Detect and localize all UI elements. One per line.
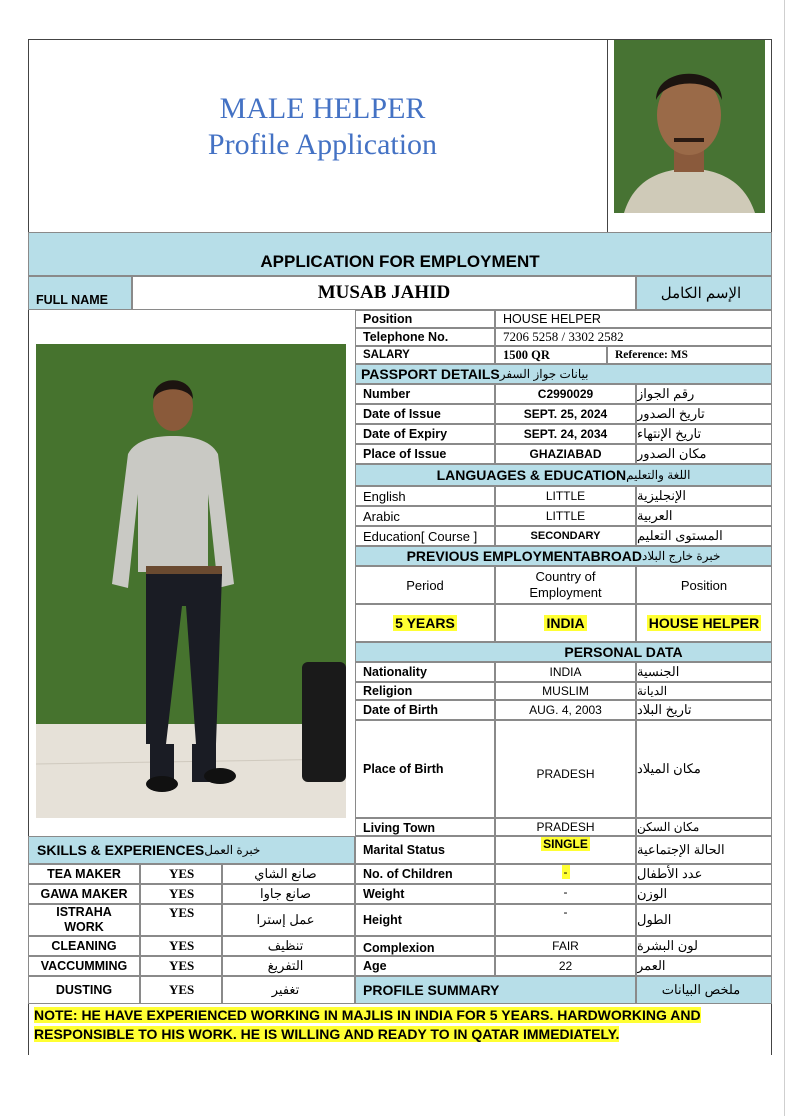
education-label: Education[ Course ] <box>355 526 495 546</box>
previous-employment-title-ar: خبرة خارج البلاد <box>642 549 721 563</box>
pob-label-ar: مكان الميلاد <box>636 720 772 818</box>
skill-name: TEA MAKER <box>28 864 140 884</box>
application-title: APPLICATION FOR EMPLOYMENT <box>260 252 540 271</box>
skills-title-ar: خبرة العمل <box>204 843 261 857</box>
english-value: LITTLE <box>495 486 636 506</box>
height-label: Height <box>355 904 495 936</box>
employment-period: 5 YEARS <box>395 615 455 631</box>
date-of-expiry-label: Date of Expiry <box>355 424 495 444</box>
place-of-issue-value: GHAZIABAD <box>495 444 636 464</box>
children-value: - <box>563 865 568 879</box>
arabic-label-ar: العربية <box>636 506 772 526</box>
summary-note-box <box>34 1006 768 1044</box>
skills-title: SKILLS & EXPERIENCES <box>37 842 205 858</box>
marital-status-cell <box>495 836 636 864</box>
age-value: 22 <box>495 956 636 976</box>
pob-label: Place of Birth <box>355 720 495 818</box>
profile-summary-label-ar: ملخص البيانات <box>636 976 772 1004</box>
arabic-label: Arabic <box>355 506 495 526</box>
children-cell <box>495 864 636 884</box>
date-of-issue-value: SEPT. 25, 2024 <box>495 404 636 424</box>
place-of-issue-label: Place of Issue <box>355 444 495 464</box>
skills-section-header <box>28 836 355 864</box>
full-body-photo <box>36 344 346 818</box>
passport-title-ar: بيانات جواز السفر <box>499 367 589 381</box>
title-male-helper: MALE HELPER <box>219 92 426 125</box>
age-label-ar: العمر <box>636 956 772 976</box>
dob-label-ar: تاريخ البلاد <box>636 700 772 720</box>
weight-label: Weight <box>355 884 495 904</box>
passport-number-label-ar: رقم الجواز <box>636 384 772 404</box>
date-of-expiry-value: SEPT. 24, 2034 <box>495 424 636 444</box>
right-edge-line <box>784 0 785 1116</box>
skill-value: YES <box>140 884 222 904</box>
living-town-label: Living Town <box>355 818 495 836</box>
skill-value: YES <box>140 976 222 1004</box>
skill-name: GAWA MAKER <box>28 884 140 904</box>
dob-value: AUG. 4, 2003 <box>495 700 636 720</box>
passport-section-header <box>355 364 772 384</box>
passport-number-value: C2990029 <box>495 384 636 404</box>
previous-employment-header <box>355 546 772 566</box>
age-label: Age <box>355 956 495 976</box>
date-of-expiry-label-ar: تاريخ الإنتهاء <box>636 424 772 444</box>
skill-name: ISTRAHA WORK <box>28 904 140 936</box>
skill-name-ar: صانع جاوا <box>222 884 355 904</box>
skill-name-ar: التفريغ <box>222 956 355 976</box>
skill-value: YES <box>140 936 222 956</box>
telephone-label: Telephone No. <box>355 328 495 346</box>
skill-name-ar: تنظيف <box>222 936 355 956</box>
employment-country: INDIA <box>546 615 585 631</box>
children-label-ar: عدد الأطفال <box>636 864 772 884</box>
skill-name-ar: عمل إسترا <box>222 904 355 936</box>
marital-status-value: SINGLE <box>543 837 588 851</box>
skill-name: VACCUMMING <box>28 956 140 976</box>
full-name-value: MUSAB JAHID <box>132 276 636 310</box>
children-label: No. of Children <box>355 864 495 884</box>
salary-value: 1500 QR <box>495 346 607 364</box>
languages-title: LANGUAGES & EDUCATION <box>436 467 627 483</box>
date-of-issue-label-ar: تاريخ الصدور <box>636 404 772 424</box>
reference-value: Reference: MS <box>607 346 772 364</box>
employment-country-cell <box>495 604 636 642</box>
complexion-value: FAIR <box>495 936 636 956</box>
weight-value: - <box>495 884 636 904</box>
personal-data-header: PERSONAL DATA <box>355 642 772 662</box>
passport-number-label: Number <box>355 384 495 404</box>
employment-position: HOUSE HELPER <box>648 615 760 631</box>
position-value: HOUSE HELPER <box>495 310 772 328</box>
nationality-value: INDIA <box>495 662 636 682</box>
telephone-value: 7206 5258 / 3302 2582 <box>495 328 772 346</box>
languages-title-ar: اللغة والتعليم <box>626 468 691 482</box>
english-label-ar: الإنجليزية <box>636 486 772 506</box>
nationality-label: Nationality <box>355 662 495 682</box>
living-town-label-ar: مكان السكن <box>636 818 772 836</box>
dob-label: Date of Birth <box>355 700 495 720</box>
col-country: Country of Employment <box>495 566 636 604</box>
education-value: SECONDARY <box>495 526 636 546</box>
marital-status-label-ar: الحالة الإجتماعية <box>636 836 772 864</box>
complexion-label-ar: لون البشرة <box>636 936 772 956</box>
height-label-ar: الطول <box>636 904 772 936</box>
nationality-label-ar: الجنسية <box>636 662 772 682</box>
passport-title: PASSPORT DETAILS <box>361 366 500 382</box>
headshot-photo <box>614 40 765 213</box>
height-value: - <box>495 904 636 936</box>
previous-employment-title: PREVIOUS EMPLOYMENTABROAD <box>406 548 643 564</box>
arabic-value: LITTLE <box>495 506 636 526</box>
col-period: Period <box>355 566 495 604</box>
col-position: Position <box>636 566 772 604</box>
salary-label: SALARY <box>355 346 495 364</box>
full-name-label-ar: الإسم الكامل <box>636 276 772 310</box>
application-title-band <box>28 232 772 276</box>
weight-label-ar: الوزن <box>636 884 772 904</box>
date-of-issue-label: Date of Issue <box>355 404 495 424</box>
marital-status-label: Marital Status <box>355 836 495 864</box>
skill-name: DUSTING <box>28 976 140 1004</box>
languages-section-header <box>355 464 772 486</box>
skill-value: YES <box>140 904 222 936</box>
religion-label: Religion <box>355 682 495 700</box>
skill-name-ar: تغفير <box>222 976 355 1004</box>
living-town-value: PRADESH <box>495 818 636 836</box>
summary-note: NOTE: HE HAVE EXPERIENCED WORKING IN MAJLIS IN INDIA FOR 5 YEARS. HARDWORKING AND RESPONSIBLE TO HIS WORK. HE IS WILLING AND READY TO IN QATAR IMMEDIATELY. <box>34 1007 701 1042</box>
employment-position-cell <box>636 604 772 642</box>
education-label-ar: المستوى التعليم <box>636 526 772 546</box>
skill-name-ar: صانع الشاي <box>222 864 355 884</box>
skill-value: YES <box>140 956 222 976</box>
english-label: English <box>355 486 495 506</box>
religion-value: MUSLIM <box>495 682 636 700</box>
title-profile-application: Profile Application <box>207 128 438 161</box>
religion-label-ar: الديانة <box>636 682 772 700</box>
full-name-label: FULL NAME <box>28 276 132 310</box>
profile-summary-label: PROFILE SUMMARY <box>355 976 636 1004</box>
place-of-issue-label-ar: مكان الصدور <box>636 444 772 464</box>
skill-value: YES <box>140 864 222 884</box>
position-label: Position <box>355 310 495 328</box>
complexion-label: Complexion <box>355 936 495 956</box>
employment-period-cell <box>355 604 495 642</box>
skill-name: CLEANING <box>28 936 140 956</box>
pob-value: PRADESH <box>495 720 636 818</box>
